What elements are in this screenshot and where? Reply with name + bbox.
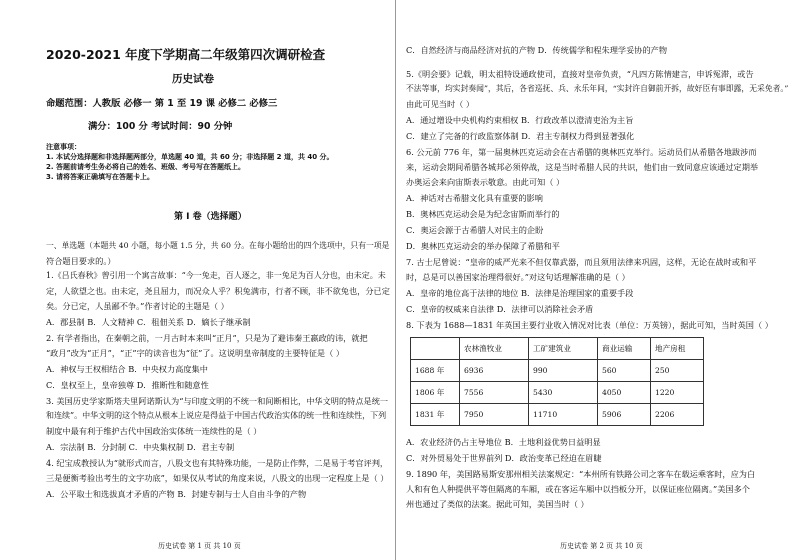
- question-line: 制度中最有利于维护古代中国政治实体统一连续性的是（ ）: [46, 426, 262, 436]
- question-line: 1.《吕氏春秋》曾引用一个寓言故事：“今一兔走，百人逐之，非一兔足为百人分也，由未定。未: [46, 271, 386, 280]
- answer-options: A．通过增设中央机构约束相权 B．行政改革以澄清吏治为主旨: [406, 115, 634, 125]
- question-line: 和连续”。中华文明的这个特点从根本上说应是得益于中国古代政治实体的统一性和连续性，下列: [46, 411, 387, 420]
- answer-options: A．农业经济仍占主导地位 B．土地利益优势日益明显: [406, 437, 601, 447]
- score-time: 满分：100 分 考试时间：90 分钟: [88, 121, 233, 132]
- answer-options: A．郡县制 B．人文精神 C．租佃关系 D．嫡长子继承制: [46, 317, 251, 327]
- question-line: 5.《明会要》记载，明太祖特设通政使司，直接对皇帝负责，“凡四方陈情建言，申诉冤滞，或告: [406, 69, 754, 79]
- answer-option: D．奥林匹克运动会的举办保障了希腊和平: [406, 241, 560, 251]
- answer-options: A．宗法制 B．分封制 C．中央集权制 D．君主专制: [46, 442, 235, 452]
- page-footer: 历史试卷 第 2 页 共 10 页: [560, 542, 643, 550]
- question-line: 9. 1890 年，美国路易斯安那州相关法案规定：“本州所有铁路公司之客车在载运乘客时，应为白: [406, 469, 756, 479]
- notes-title: 注意事项：: [46, 143, 81, 151]
- table-cell: 6936: [460, 360, 529, 382]
- table-cell: 250: [651, 360, 704, 382]
- question-line: 时，总是可以善国家治理得很好。”对这句话理解准确的是（ ）: [406, 272, 630, 282]
- table-cell: 1806 年: [411, 382, 460, 404]
- exam-scope: 命题范围：人教版 必修一 第 1 至 19 课 必修二 必修三: [46, 98, 278, 109]
- answer-options: A．神权与王权相结合 B．中央权力高度集中: [46, 364, 208, 374]
- table-cell: 7950: [460, 404, 529, 426]
- question-line: 3. 美国历史学家斯塔夫里阿诺斯认为“与印度文明的不统一和间断相比，中华文明的特点是统一: [46, 396, 389, 406]
- question-line: 州也通过了类似的法案。据此可知，美国当时（ ）: [406, 499, 589, 509]
- answer-options: A．公平取士和选拔真才矛盾的产物 B．封建专制与士人自由斗争的产物: [46, 489, 307, 499]
- question-line: 4. 纪宝成教授认为“就形式而言，八股文也有其特殊功能，一是防止作弊，二是易于考官评判，: [46, 458, 389, 468]
- question-line: 8. 下表为 1688—1831 年英国主要行业收入情况对比表（单位：万英镑），据此可知，当时英国（ ）: [406, 320, 773, 330]
- note-item: 1. 本试分选择题和非选择题两部分，单选题 40 道，共 60 分；非选择题 2 道，共 40 分。: [46, 153, 334, 161]
- table-cell: 11710: [529, 404, 598, 426]
- table-header-row: [411, 338, 704, 360]
- section-title: 第 I 卷（选择题）: [174, 212, 247, 222]
- table-cell: 1220: [651, 382, 704, 404]
- note-item: 3. 请将答案正确填写在答题卡上。: [46, 173, 154, 181]
- table-header-cell: 商业运输: [598, 338, 651, 360]
- question-line: 三是便衡考验出考生的文字功底”，如果仅从考试的角度来说，八股文的出现一定程度上是（ ）: [46, 473, 389, 483]
- table-header-cell: [411, 338, 460, 360]
- question-line: 矣。分已定，人虽鄙不争。”作者讨论的主题是（ ）: [46, 301, 229, 311]
- question-line: 不法等事，均实封奏闻”，其后，各省巡抚、兵、永乐年间，“实封许自御前开拆，故好臣有事即露，无采免者。”: [406, 84, 789, 93]
- table-row: [411, 404, 704, 426]
- exam-subtitle: 历史试卷: [172, 73, 214, 85]
- answer-option: A．神话对古希腊文化具有重要的影响: [406, 193, 543, 203]
- table-header-cell: 工矿建筑业: [529, 338, 598, 360]
- table-cell: 2206: [651, 404, 704, 426]
- question-line: 来，运动会期间希腊各城邦必须停战，这是当时希腊人民的共识，他们由一致同意应该通过定期举: [406, 162, 759, 172]
- question-line: 人和有色人种提供平等但隔离的车厢，或在客运车厢中以挡板分开，以保证座位隔离。”美国多个: [406, 484, 750, 494]
- table-cell: 4050: [598, 382, 651, 404]
- note-item: 2. 答题前请考生务必将自己的姓名、班级、考号写在答题纸上。: [46, 163, 245, 171]
- answer-options: C．自然经济与商品经济对抗的产物 D．传统儒学和程朱理学妥协的产物: [406, 45, 668, 55]
- question-line: 由此可见当时（ ）: [406, 99, 475, 109]
- answer-options: C．建立了完备的行政监察体制 D．君主专制权力得到显著强化: [406, 131, 635, 141]
- answer-options: C．皇权至上，皇帝独尊 D．推断性和随意性: [46, 380, 209, 390]
- table-cell: 990: [529, 360, 598, 382]
- table-header-cell: 地产房租: [651, 338, 704, 360]
- exam-title: 2020-2021 年度下学期高二年级第四次调研检查: [46, 47, 326, 62]
- table-cell: 5430: [529, 382, 598, 404]
- answer-options: C．皇帝的权威来自法律 D．法律可以消除社会矛盾: [406, 304, 594, 314]
- question-line: 7. 古士尼曾说：“皇帝的威严光来不但仅靠武器，而且须用法律来巩固，这样，无论在战时或和平: [406, 257, 757, 267]
- question-line: 办奥运会来向宙斯表示敬意。由此可知（ ）: [406, 177, 565, 187]
- table-row: [411, 382, 704, 404]
- question-line: 2. 有学者指出，在秦朝之前，一月古时本来叫“正月”，只是为了避讳秦王嬴政的讳，就把: [46, 333, 368, 343]
- question-line: 符合题目要求的。）: [46, 256, 116, 266]
- table-header-cell: 农林渔牧业: [460, 338, 529, 360]
- right-page: [396, 0, 794, 560]
- page-footer: 历史试卷 第 1 页 共 10 页: [158, 542, 241, 550]
- table-cell: 1831 年: [411, 404, 460, 426]
- income-table: [410, 337, 704, 426]
- question-line: 6. 公元前 776 年，第一届奥林匹克运动会在古希腊的奥林匹克举行。运动员们从希腊各地跋涉而: [406, 147, 757, 157]
- table-cell: 7556: [460, 382, 529, 404]
- answer-option: C．奥运会源于古希腊人对民主的企盼: [406, 225, 544, 235]
- answer-option: B．奥林匹克运动会是为纪念宙斯而举行的: [406, 209, 560, 219]
- table-cell: 5906: [598, 404, 651, 426]
- table-cell: 560: [598, 360, 651, 382]
- question-line: “政月”改为“正月”，“正”字的读音也为“征”了。这说明皇帝制度的主要特征是（ ）: [46, 348, 345, 358]
- left-page: [0, 0, 396, 560]
- table-row: [411, 360, 704, 382]
- question-line: 一、单选题（本题共 40 小题，每小题 1.5 分，共 60 分。在每小题给出的四个选项中，只有一项是: [46, 241, 390, 250]
- answer-options: A．皇帝的地位高于法律的地位 B．法律是治理国家的重要手段: [406, 288, 634, 298]
- table-cell: 1688 年: [411, 360, 460, 382]
- question-line: 定，人欲望之也。由未定，尧且屈力，而况众人乎？积兔满市，行者不顾，非不欲兔也，分已定: [46, 286, 390, 296]
- answer-options: C．对外贸易处于世界前列 D．政治变革已经迫在眉睫: [406, 453, 602, 463]
